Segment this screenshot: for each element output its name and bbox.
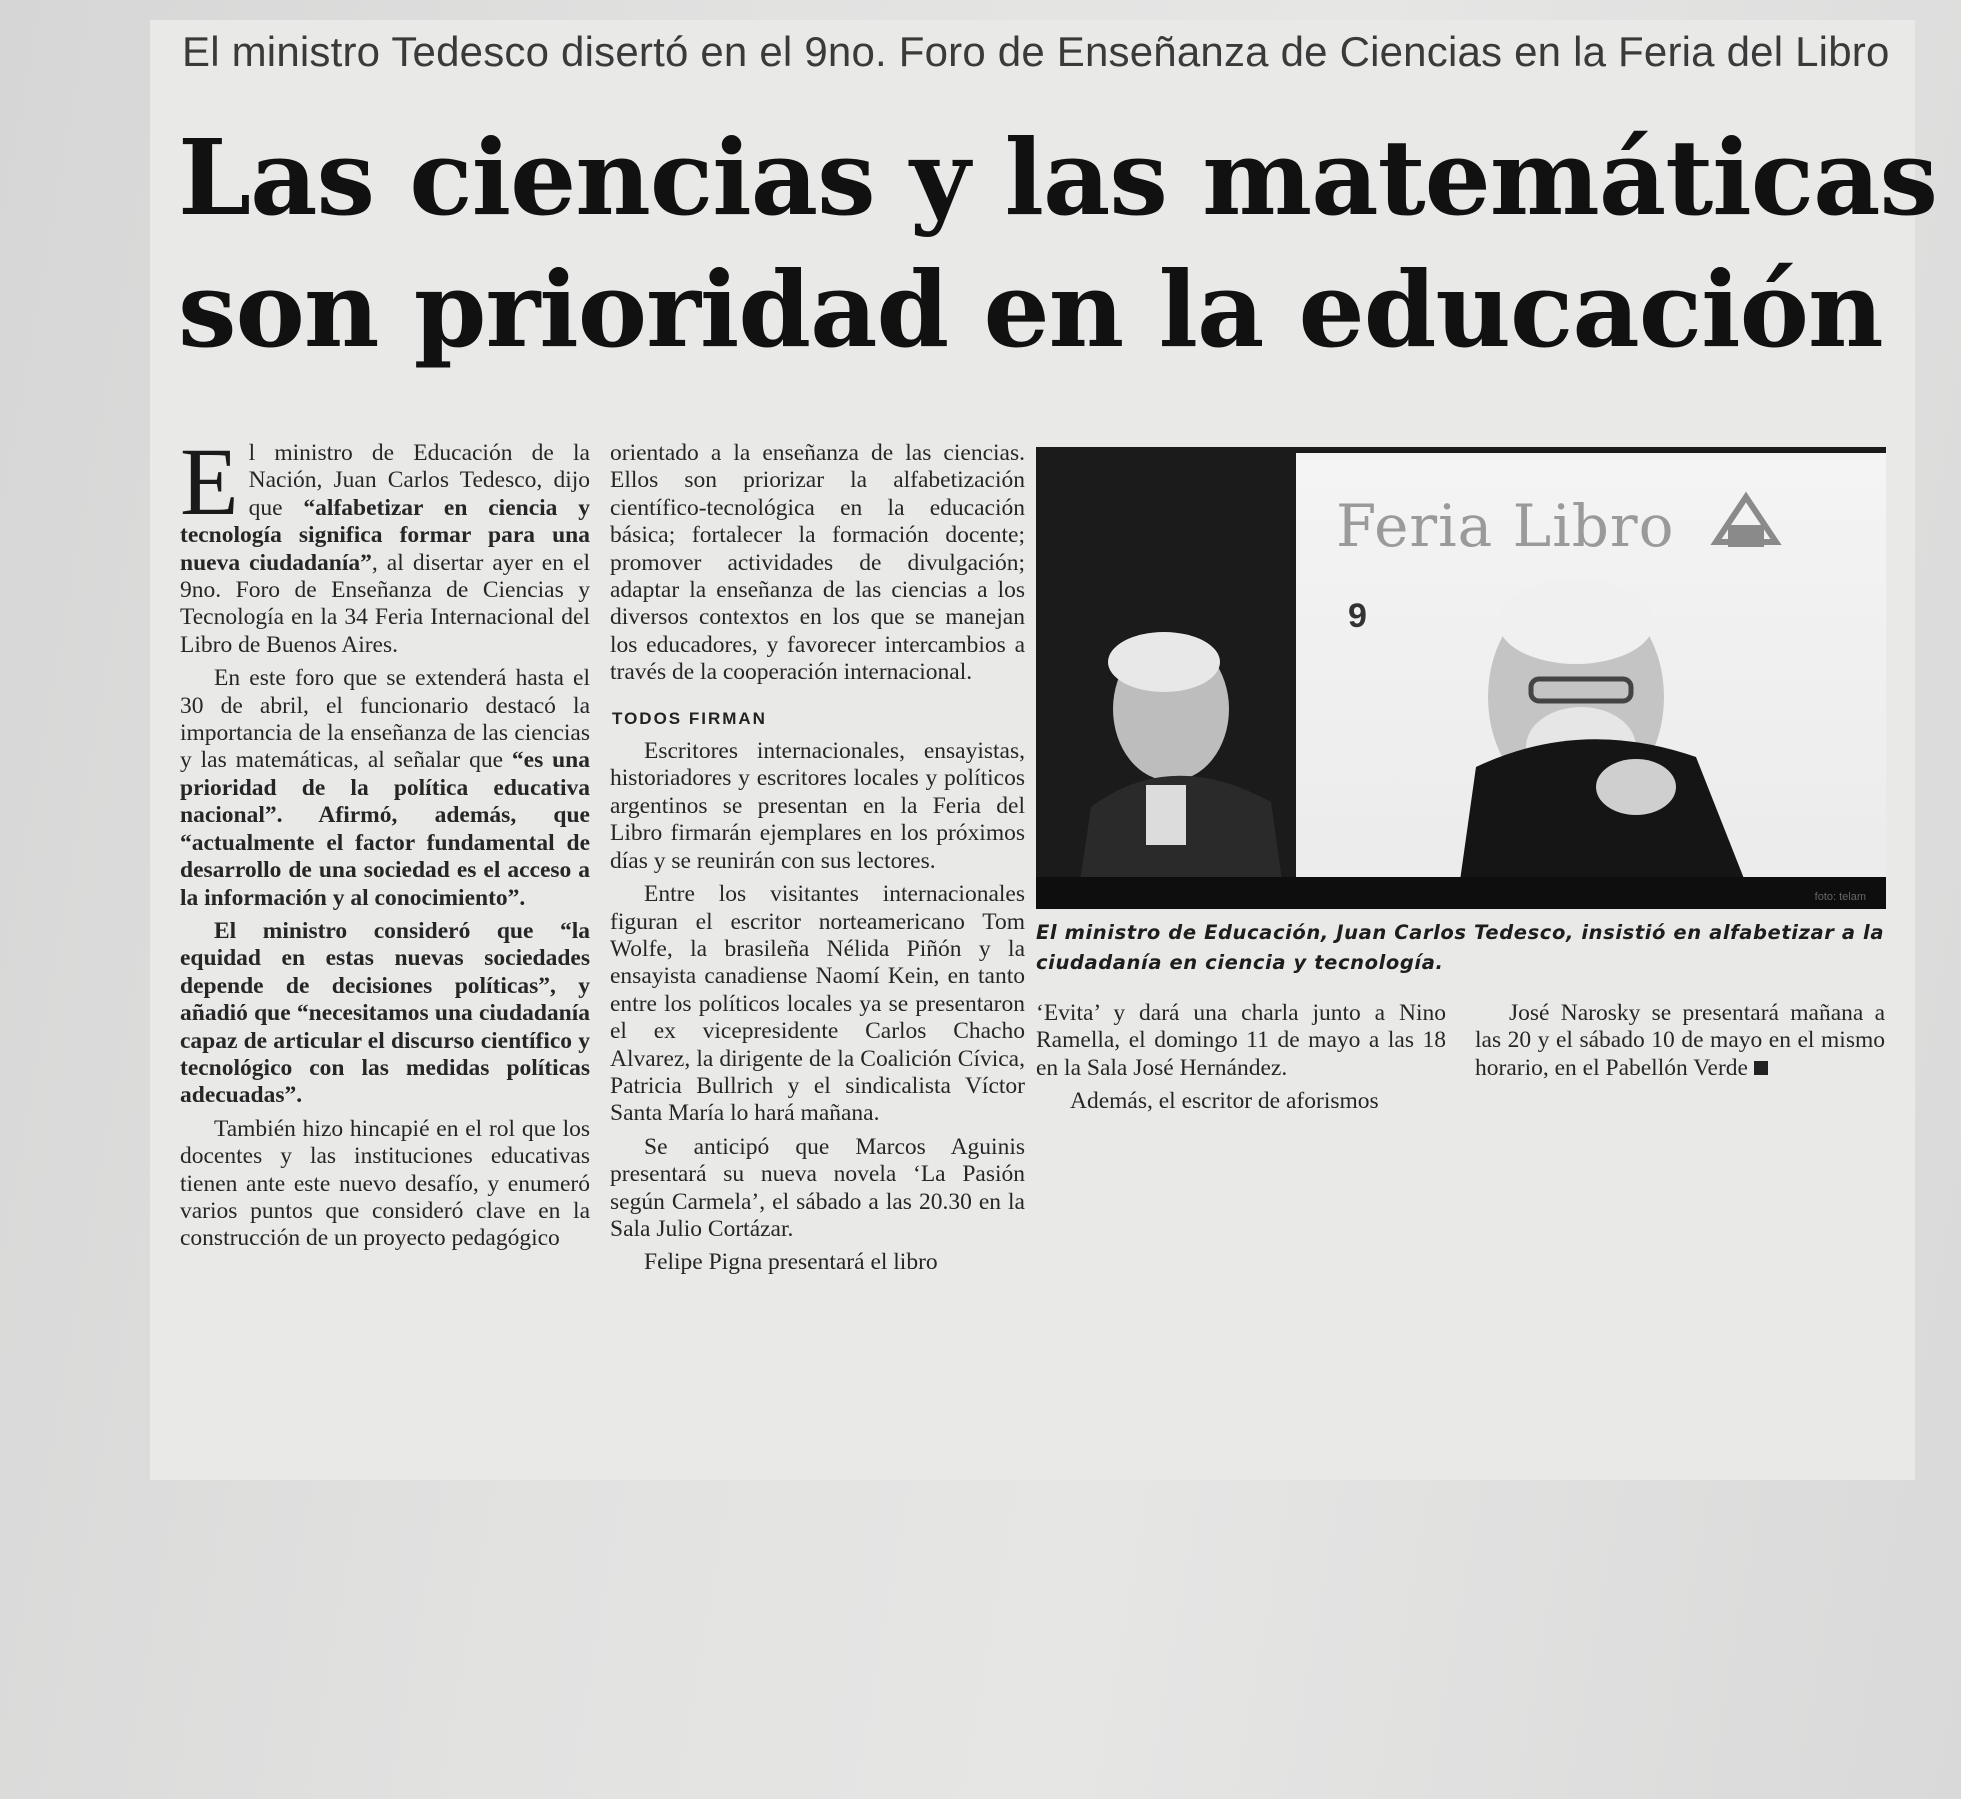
article-column-3 <box>1036 1000 1446 1122</box>
headline-line-1: Las ciencias y las matemáticas <box>178 116 1938 239</box>
paragraph-text: En este foro que se extenderá hasta el 30 de abril, el funcionario destacó la importancia de la enseñanza de las ciencias y las matemáticas, al señalar que <box>180 665 590 774</box>
article-headline <box>178 112 1938 376</box>
photo-caption: El ministro de Educación, Juan Carlos Tedesco, insistió en alfabetizar a la ciudadanía en ciencia y tecnología. <box>1036 921 1885 974</box>
paragraph: Escritores internacionales, ensayistas, historiadores y escritores locales y políticos argentinos se presentan en la Feria del Libro firmarán ejemplares en los próximos días y se reunirán con sus lectores. <box>610 738 1025 874</box>
paragraph: ‘Evita’ y dará una charla junto a Nino Ramella, el domingo 11 de mayo a las 18 en la Sala José Hernández. <box>1036 1000 1446 1081</box>
end-of-article-mark <box>1754 1061 1768 1075</box>
article-photo <box>1036 447 1886 909</box>
paragraph: También hizo hincapié en el rol que los docentes y las instituciones educativas tienen ante este nuevo desafío, y enumeró varios puntos que consideró clave en la construcción de un proyecto pedagógico <box>180 1115 590 1252</box>
article-column-1 <box>180 428 591 1259</box>
paragraph-text: l ministro de Educación de la Nación, Juan Carlos Tedesco, dijo que <box>248 440 590 521</box>
paragraph: Felipe Pigna presentará el libro <box>644 1249 938 1276</box>
article-kicker: El ministro Tedesco disertó en el 9no. Foro de Enseñanza de Ciencias en la Feria del Libro <box>182 28 1890 75</box>
article-column-2 <box>610 440 1025 1283</box>
board-number: 9 <box>1348 597 1367 635</box>
section-subhead: TODOS FIRMAN <box>612 708 767 728</box>
paragraph-text: , al disertar ayer en el 9no. Foro de Enseñanza de Ciencias y Tecnología en la 34 Feria Internacional del Libro de Buenos Aires. <box>180 549 590 658</box>
people-silhouettes <box>1036 447 1886 909</box>
paragraph-quote: “alfabetizar en ciencia y tecnología significa formar para una nueva ciudadanía” <box>180 494 590 576</box>
paragraph: El ministro consideró que “la equidad en estas nuevas sociedades depende de decisiones políticas”, y añadió que “necesitamos una ciudadanía capaz de articular el discurso científico y tecnológico con las medidas políticas adecuadas”. <box>180 917 590 1109</box>
paragraph-text: José Narosky se presentará mañana a las 20 y el sábado 10 de mayo en el mismo horario, en el Pabellón Verde <box>1475 1000 1885 1081</box>
article-column-4 <box>1475 1000 1885 1088</box>
photo-credit: foto: telam <box>1814 891 1866 903</box>
dropcap: E <box>180 428 239 535</box>
paragraph: Entre los visitantes internacionales figuran el escritor norteamericano Tom Wolfe, la brasileña Nélida Piñón y la ensayista canadiense Naomí Kein, en tanto entre los políticos locales ya se presentaron el ex vicepresidente Carlos Chacho Alvarez, la dirigente de la Coalición Cívica, Patricia Bullrich y el sindicalista Víctor Santa María lo hará mañana. <box>610 881 1025 1127</box>
paragraph-quote: “es una prioridad de la política educativa nacional”. Afirmó, además, que “actualmente el factor fundamental de desarrollo de una sociedad es el acceso a la información y al conocimiento”. <box>180 747 591 911</box>
paragraph <box>1475 1000 1885 1082</box>
paragraph: Se anticipó que Marcos Aguinis presentará su nueva novela ‘La Pasión según Carmela’, el sábado a las 20.30 en la Sala Julio Cortázar. <box>610 1133 1025 1242</box>
headline-line-2: son prioridad en la educación <box>178 248 1883 371</box>
fair-logo-text: Feria Libro <box>1336 492 1675 560</box>
paragraph: orientado a la enseñanza de las ciencias. Ellos son priorizar la alfabetización científico-tecnológica en la educación básica; fortalecer la formación docente; promover actividades de divulgación; adaptar la enseñanza de las ciencias a los diversos contextos en los que se manejan los educadores, y favorecer intercambios a través de la cooperación internacional. <box>610 440 1025 686</box>
paragraph <box>180 665 590 912</box>
paragraph: Además, el escritor de aforismos <box>1070 1088 1379 1115</box>
paragraph <box>180 428 590 659</box>
